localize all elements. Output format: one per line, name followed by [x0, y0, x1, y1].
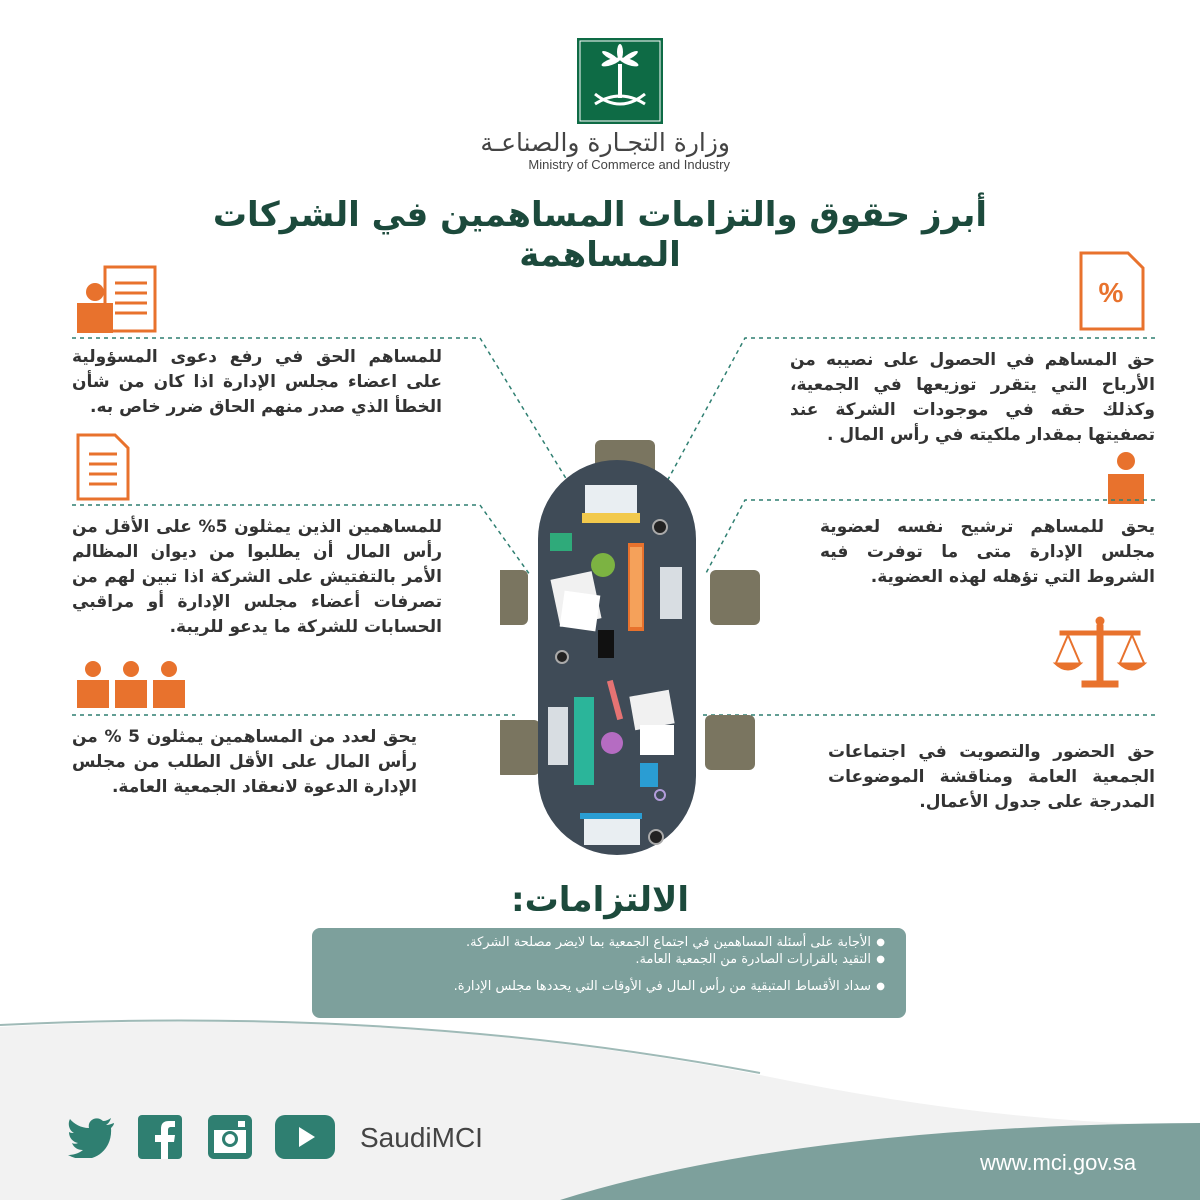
monitor-teal: [574, 697, 594, 785]
right-attend-vote-text: حق الحضور والتصويت في اجتماعات الجمعية العامة ومناقشة الموضوعات المدرجة على جدول الأعمال.: [828, 742, 1155, 812]
cup-icon: [653, 520, 667, 534]
chair-right-2: [705, 715, 755, 770]
ministry-name-arabic: وزارة التجـارة والصناعـة: [480, 128, 730, 157]
cup-icon: [556, 651, 568, 663]
right-liability-claim-text: للمساهم الحق في رفع دعوى المسؤولية على اعضاء مجلس الإدارة اذا كان من شأن الخطأ الذي صدر منهم الحاق ضرر خاص به.: [72, 347, 442, 417]
obligation-item: ● سداد الأقساط المتبقية من رأس المال في الأوقات التي يحددها مجلس الإدارة.: [340, 978, 885, 995]
right-inspection-request-text: للمساهمين الذين يمثلون 5% على الأقل من رأس المال أن يطلبوا من ديوان المظالم الأمر بالتفتيش على الشركة اذا تبين لهم من تصرفات أعضاء مجلس الإدارة أو مراقبي الحسابات للشركة ما يدعو للريبة.: [72, 517, 442, 637]
website-url[interactable]: www.mci.gov.sa: [980, 1150, 1137, 1175]
flower-icon: [601, 732, 623, 754]
keyboard-icon: [548, 707, 568, 765]
camera-icon: [598, 630, 614, 658]
youtube-icon[interactable]: [275, 1115, 335, 1163]
page-title: أبرز حقوق والتزامات المساهمين في الشركات المساهمة: [212, 195, 988, 275]
right-board-nomination-text: يحق للمساهم ترشيح نفسه لعضوية مجلس الإدارة متى ما توفرت فيه الشروط التي تؤهله لهذه العضوية.: [820, 517, 1155, 587]
notebook-icon: [550, 533, 572, 551]
chair-left-1: [500, 570, 528, 625]
meeting-table-illustration: [500, 435, 760, 855]
papers-icon: [629, 690, 674, 730]
obligation-item: ● التقيد بالقرارات الصادرة من الجمعية العامة.: [340, 951, 885, 968]
ministry-name-english: Ministry of Commerce and Industry: [528, 157, 730, 172]
obligation-item: ● الأجابة على أسئلة المساهمين في اجتماع الجمعية بما لايضر مصلحة الشركة.: [340, 934, 885, 951]
facebook-icon[interactable]: [138, 1115, 182, 1163]
twitter-icon[interactable]: [68, 1118, 116, 1162]
phone-icon: [640, 763, 658, 787]
laptop-top-screen: [585, 485, 637, 515]
obligations-title: الالتزامات:: [510, 880, 689, 920]
chair-left-2: [500, 720, 540, 775]
plant-icon: [591, 553, 615, 577]
right-call-assembly-text: يحق لعدد من المساهمين يمثلون 5 % من رأس المال على الأقل الطلب من مجلس الإدارة الدعوة لانعقاد الجمعية العامة.: [72, 727, 418, 797]
right-dividends-text: حق المساهم في الحصول على نصيبه من الأرباح التي يتقرر توزيعها في الجمعية، وكذلك حقه في موجودات الشركة عند تصفيتها بمقدار ملكيته في رأس المال .: [790, 350, 1155, 445]
laptop-bottom-screen: [584, 817, 640, 845]
percent-symbol: %: [1098, 277, 1124, 308]
laptop-top-base: [582, 513, 640, 523]
instagram-icon[interactable]: [208, 1115, 252, 1163]
social-handle[interactable]: SaudiMCI: [360, 1122, 483, 1153]
cup-icon: [649, 830, 663, 844]
obligations-list: [340, 934, 885, 995]
chair-right-1: [710, 570, 760, 625]
keyboard-icon: [660, 567, 682, 619]
